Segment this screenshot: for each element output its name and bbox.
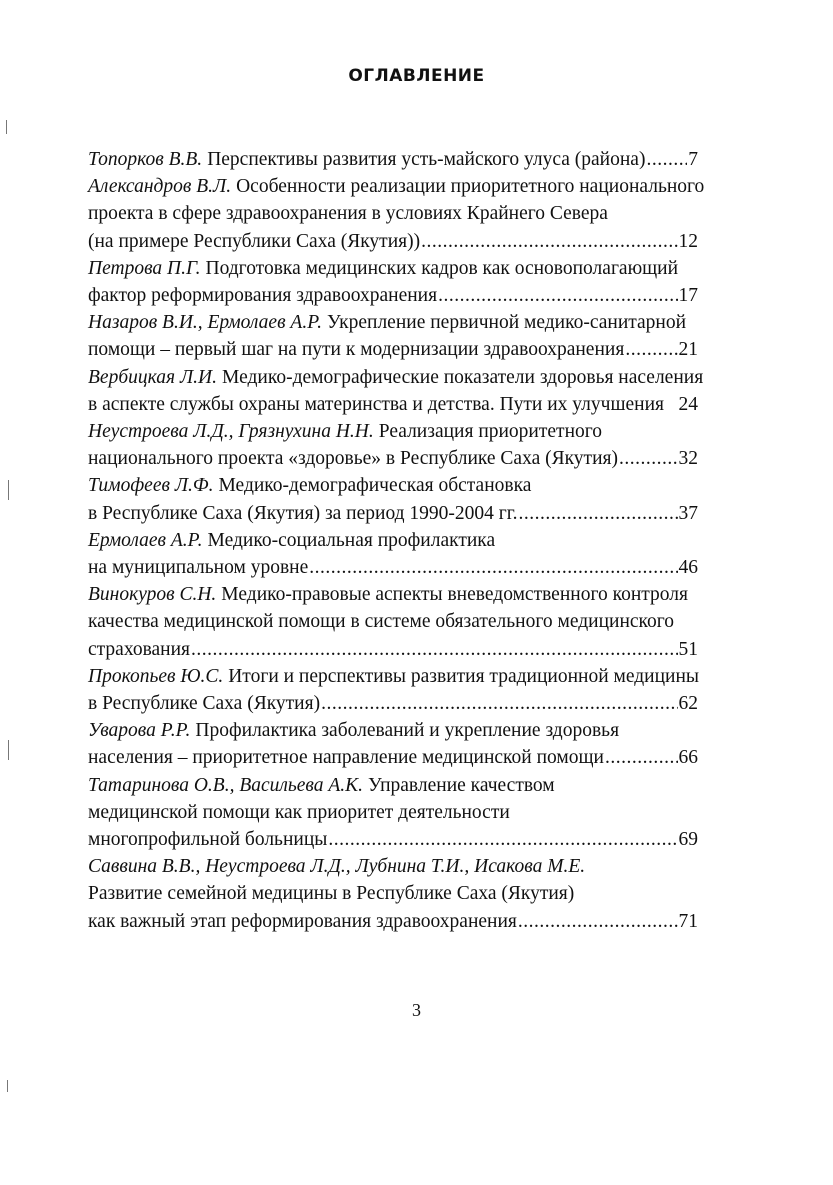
toc-title-text: как важный этап реформирования здравоохранения	[88, 910, 517, 932]
toc-title-text: фактор реформирования здравоохранения	[88, 285, 438, 307]
dot-leader	[518, 500, 677, 527]
toc-page-number: 21	[678, 339, 698, 361]
toc-line	[88, 853, 698, 880]
toc-title-text: населения – приоритетное направление медицинской помощи	[88, 747, 604, 769]
toc-title-text: страхования	[88, 638, 191, 660]
toc-line	[88, 255, 698, 282]
toc-line	[88, 418, 698, 445]
toc-line	[88, 391, 698, 418]
scan-artifact	[6, 120, 7, 134]
toc-title-text: Управление качеством	[368, 774, 555, 796]
toc-entry	[88, 309, 698, 363]
toc-author: Татаринова О.В., Васильева А.К.	[88, 774, 363, 796]
toc-title-text: Профилактика заболеваний и укрепление здоровья	[195, 720, 620, 742]
scan-artifact	[8, 480, 9, 500]
dot-leader	[328, 826, 677, 853]
toc-author: Тимофеев Л.Ф.	[88, 475, 214, 497]
toc-title-text: качества медицинской помощи в системе обязательного медицинского	[88, 611, 675, 633]
toc-author: Вербицкая Л.И.	[88, 366, 217, 388]
scan-artifact	[8, 740, 9, 760]
dot-leader	[605, 744, 678, 771]
toc-entry	[88, 472, 698, 526]
toc-page-number: 17	[678, 285, 698, 307]
toc-line	[88, 364, 704, 391]
toc-title-text: в Республике Саха (Якутия)	[88, 693, 321, 715]
toc-line	[88, 309, 698, 336]
toc-page-number: 46	[678, 557, 698, 579]
toc-line	[88, 636, 698, 663]
toc-title-text: Медико-социальная профилактика	[207, 529, 496, 551]
toc-line	[88, 690, 698, 717]
toc-entry	[88, 173, 705, 255]
toc-line	[88, 554, 698, 581]
toc-page-number: 51	[678, 638, 698, 660]
toc-entry	[88, 146, 698, 173]
toc-title-text: проекта в сфере здравоохранения в условиях Крайнего Севера	[88, 203, 608, 225]
toc-page-number: 71	[678, 910, 698, 932]
page-number: 3	[412, 1000, 421, 1020]
toc-page-number: 12	[678, 230, 698, 252]
toc-line	[88, 282, 698, 309]
toc-line	[88, 173, 705, 200]
toc-title-text: Медико-демографические показатели здоровья населения	[222, 366, 704, 388]
toc-title-text: Итоги и перспективы развития традиционной медицины	[228, 665, 700, 687]
dot-leader	[421, 228, 677, 255]
table-of-contents	[88, 146, 705, 935]
toc-page-number: 24	[678, 393, 698, 415]
toc-entry	[88, 853, 698, 935]
toc-line	[88, 527, 698, 554]
dot-leader	[625, 336, 677, 363]
toc-line	[88, 880, 698, 907]
toc-author: Топорков В.В.	[88, 149, 203, 170]
toc-title-text: Медико-демографическая обстановка	[218, 475, 532, 497]
dot-leader	[518, 908, 678, 935]
toc-line	[88, 744, 698, 771]
toc-entry	[88, 663, 698, 717]
toc-line	[88, 472, 698, 499]
toc-entry	[88, 364, 704, 418]
toc-author: Назаров В.И., Ермолаев А.Р.	[88, 312, 323, 334]
scan-artifact	[7, 1080, 8, 1092]
toc-line	[88, 336, 698, 363]
toc-title-text: медицинской помощи как приоритет деятельности	[88, 801, 510, 823]
toc-line	[88, 500, 698, 527]
toc-author: Прокопьев Ю.С.	[88, 665, 224, 687]
toc-line	[88, 908, 698, 935]
toc-line	[88, 799, 698, 826]
dot-leader	[191, 636, 677, 663]
toc-title-text: многопрофильной больницы	[88, 829, 328, 851]
dot-leader	[309, 554, 677, 581]
toc-line	[88, 445, 698, 472]
toc-page-number: 7	[688, 149, 698, 170]
dot-leader	[646, 146, 687, 173]
toc-title-text: помощи – первый шаг на пути к модернизации здравоохранения	[88, 339, 625, 361]
toc-title-text: Особенности реализации приоритетного национального	[236, 176, 705, 198]
toc-entry	[88, 772, 698, 854]
toc-line	[88, 772, 698, 799]
toc-page-number: 32	[678, 448, 698, 470]
dot-leader	[438, 282, 677, 309]
toc-title-text: на муниципальном уровне	[88, 557, 309, 579]
toc-page-number: 37	[678, 502, 698, 524]
toc-line	[88, 228, 698, 255]
toc-entry	[88, 527, 698, 581]
toc-entry	[88, 255, 698, 309]
toc-author: Неустроева Л.Д., Грязнухина Н.Н.	[88, 421, 374, 443]
toc-author: Ермолаев А.Р.	[88, 529, 203, 551]
toc-page-number: 66	[678, 747, 698, 769]
toc-title-text: в Республике Саха (Якутия) за период 1990-2004 гг.	[88, 502, 518, 524]
toc-title-text: (на примере Республики Саха (Якутия))	[88, 230, 421, 252]
toc-author: Уварова Р.Р.	[88, 720, 191, 742]
toc-line	[88, 200, 698, 227]
toc-author: Петрова П.Г.	[88, 257, 201, 279]
page-title: ОГЛАВЛЕНИЕ	[348, 66, 485, 86]
toc-title-text: в аспекте службы охраны материнства и детства. Пути их улучшения	[88, 393, 664, 415]
toc-line	[88, 717, 698, 744]
toc-author: Александров В.Л.	[88, 176, 232, 198]
toc-title-text: Развитие семейной медицины в Республике Саха (Якутия)	[88, 883, 575, 905]
toc-line	[88, 146, 698, 173]
toc-entry	[88, 717, 698, 771]
toc-line	[88, 608, 698, 635]
toc-entry	[88, 418, 698, 472]
toc-page-number: 62	[678, 693, 698, 715]
toc-line	[88, 826, 698, 853]
toc-line	[88, 663, 698, 690]
toc-title-text: национального проекта «здоровье» в Республике Саха (Якутия)	[88, 448, 618, 470]
dot-leader	[321, 690, 677, 717]
dot-leader	[619, 445, 678, 472]
toc-author: Винокуров С.Н.	[88, 584, 217, 606]
toc-author: Саввина В.В., Неустроева Л.Д., Лубнина Т.И., Исакова М.Е.	[88, 856, 586, 878]
toc-title-text: Подготовка медицинских кадров как основополагающий	[205, 257, 679, 279]
toc-page-number: 69	[678, 829, 698, 851]
toc-entry	[88, 581, 698, 663]
toc-title-text: Укрепление первичной медико-санитарной	[327, 312, 687, 334]
toc-title-text: Перспективы развития усть-майского улуса (района)	[207, 149, 646, 170]
toc-title-text: Реализация приоритетного	[378, 421, 603, 443]
toc-line	[88, 581, 698, 608]
toc-title-text: Медико-правовые аспекты вневедомственного контроля	[221, 584, 688, 606]
